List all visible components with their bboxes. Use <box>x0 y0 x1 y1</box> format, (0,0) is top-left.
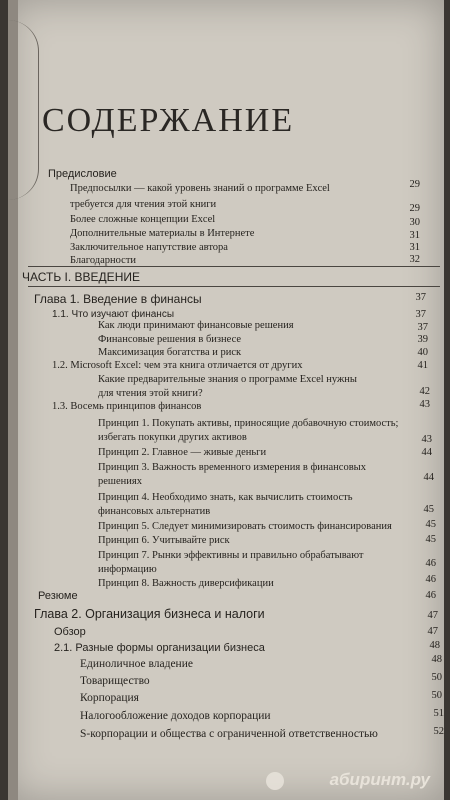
summary-title: Резюме <box>38 590 78 602</box>
toc-entry: Налогообложение доходов корпорации <box>80 710 271 722</box>
toc-page: 43 <box>419 399 430 410</box>
toc-page: 40 <box>417 347 428 358</box>
toc-page: 47 <box>427 626 438 637</box>
toc-entry: Принцип 1. Покупать активы, приносящие добавочную стоимость; <box>98 418 399 429</box>
previous-page-curve <box>8 20 39 200</box>
toc-entry: Заключительное напутствие автора <box>70 242 228 253</box>
toc-page: 37 <box>415 309 426 320</box>
toc-page: 46 <box>425 574 436 585</box>
toc-page: 45 <box>425 534 436 545</box>
toc-entry: Благодарности <box>70 255 137 266</box>
toc-page: 32 <box>409 254 420 265</box>
toc-entry: Дополнительные материалы в Интернете <box>70 228 255 239</box>
toc-entry: Предпосылки — какой уровень знаний о программе Excel <box>70 183 330 194</box>
toc-entry: для чтения этой книги? <box>98 388 203 399</box>
section-title: 1.1. Что изучают финансы <box>52 309 175 320</box>
toc-entry: Какие предварительные знания о программе Excel нужны <box>98 374 357 385</box>
toc-page: 31 <box>409 242 420 253</box>
section-title: 1.3. Восемь принципов финансов <box>52 401 202 412</box>
toc-page: 39 <box>417 334 428 345</box>
toc-entry: Принцип 4. Необходимо знать, как вычислить стоимость <box>98 492 353 503</box>
toc-page: 50 <box>431 672 442 683</box>
toc-page: 50 <box>431 690 442 701</box>
toc-entry: Принцип 5. Следует минимизировать стоимость финансирования <box>98 521 392 532</box>
toc-entry: Более сложные концепции Excel <box>70 214 216 225</box>
toc-page: 31 <box>409 230 420 241</box>
toc-entry: Принцип 8. Важность диверсификации <box>98 578 274 589</box>
section-title: 1.2. Microsoft Excel: чем эта книга отличается от других <box>52 360 303 371</box>
toc-page: 48 <box>429 640 440 651</box>
toc-page: 43 <box>421 434 432 445</box>
toc-entry: Принцип 2. Главное — живые деньги <box>98 447 267 458</box>
toc-page: 48 <box>431 654 442 665</box>
toc-page: 37 <box>415 292 426 303</box>
toc-page: 41 <box>417 360 428 371</box>
toc-page: 29 <box>409 203 420 214</box>
part-rule-bottom <box>28 286 440 287</box>
toc-entry: Принцип 6. Учитывайте риск <box>98 535 230 546</box>
toc-entry: S-корпорации и общества с ограниченной ответственностью <box>80 728 378 740</box>
toc-page: 42 <box>419 386 430 397</box>
toc-entry: Принцип 3. Важность временного измерения в финансовых <box>98 462 366 473</box>
toc-entry: Финансовые решения в бизнесе <box>98 334 242 345</box>
toc-page: 46 <box>425 558 436 569</box>
toc-entry: решениях <box>98 476 142 487</box>
toc-entry: Корпорация <box>80 692 139 704</box>
toc-entry: требуется для чтения этой книги <box>70 199 217 210</box>
toc-entry: Как люди принимают финансовые решения <box>98 320 294 331</box>
watermark: абиринт.ру <box>329 770 430 789</box>
toc-page: 46 <box>425 590 436 601</box>
toc-page: 45 <box>425 519 436 530</box>
toc-page: 29 <box>409 179 420 190</box>
page-title: СОДЕРЖАНИЕ <box>42 102 295 139</box>
part-title: ЧАСТЬ I. ВВЕДЕНИЕ <box>22 270 140 284</box>
toc-entry: финансовых альтернатив <box>98 506 211 517</box>
book-page <box>8 0 444 800</box>
toc-entry: Принцип 7. Рынки эффективны и правильно обрабатывают <box>98 550 364 561</box>
toc-page: 51 <box>433 708 444 719</box>
toc-page: 30 <box>409 217 420 228</box>
preface-title: Предисловие <box>48 168 117 180</box>
toc-entry: избегать покупки других активов <box>98 432 247 443</box>
labirint-logo-icon <box>266 772 284 790</box>
toc-page: 47 <box>427 610 438 621</box>
section-title: 2.1. Разные формы организации бизнеса <box>54 642 265 654</box>
toc-entry: Товарищество <box>80 675 150 687</box>
toc-entry: Максимизация богатства и риск <box>98 347 242 358</box>
toc-page: 44 <box>421 447 432 458</box>
toc-page: 52 <box>433 726 444 737</box>
chapter-title: Глава 2. Организация бизнеса и налоги <box>34 607 265 621</box>
toc-entry: информацию <box>98 564 157 575</box>
chapter-title: Глава 1. Введение в финансы <box>34 292 202 306</box>
overview-title: Обзор <box>54 626 86 638</box>
toc-page: 37 <box>417 322 428 333</box>
toc-page: 44 <box>423 472 434 483</box>
toc-entry: Единоличное владение <box>80 658 193 670</box>
toc-page: 45 <box>423 504 434 515</box>
part-rule-top <box>28 266 440 267</box>
